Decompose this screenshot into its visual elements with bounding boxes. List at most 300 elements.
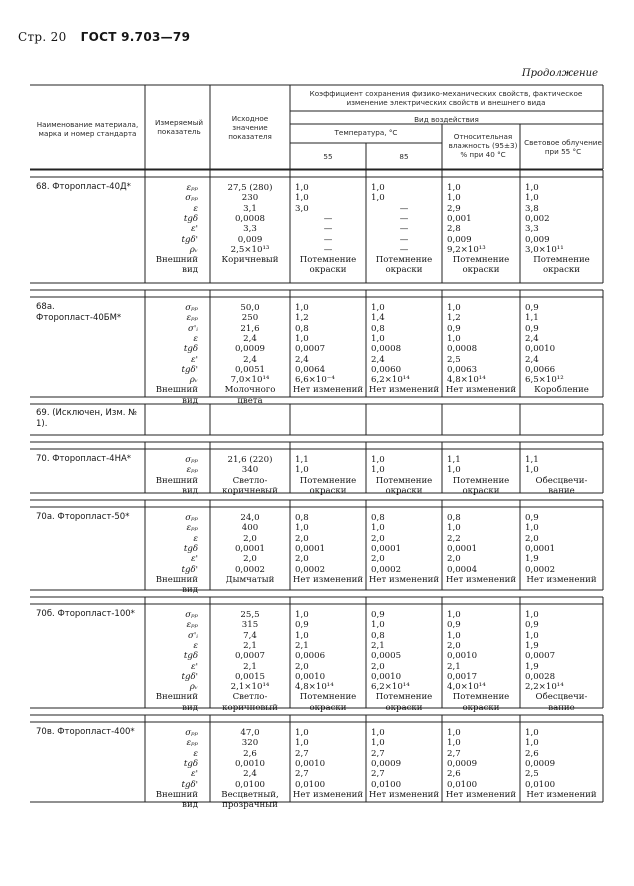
t55-value: 1,0 <box>295 183 309 193</box>
t55-value: 0,0007 <box>295 344 326 355</box>
t85-value: 0,8 <box>371 323 385 334</box>
initial-value: 0,0001 <box>234 543 266 554</box>
t55-value: 2,7 <box>295 748 309 759</box>
header-material: Наименование материала, марка и номер стандарта <box>36 120 139 138</box>
humidity-value: 1,0 <box>447 738 461 749</box>
humidity-value: 1,0 <box>447 465 461 476</box>
t85-value: — <box>399 203 409 214</box>
continued-label: Продолжение <box>521 68 598 79</box>
t55-value: 1,0 <box>295 303 309 313</box>
t85-value: 0,0001 <box>371 543 402 554</box>
light-value: 0,0100 <box>525 779 556 790</box>
page-number: Стр. 20 <box>18 30 67 44</box>
t55-value: Нет изменений <box>292 574 364 585</box>
initial-value: 25,5 <box>240 610 260 620</box>
initial-value: 0,0008 <box>234 213 266 224</box>
indicator-symbol: ε' <box>191 554 198 565</box>
t55-value: 6,6×10⁻⁴ <box>295 375 335 386</box>
indicator-symbol: tgδ <box>183 543 198 554</box>
t85-value: 1,0 <box>371 303 385 313</box>
t85-value: 6,2×10¹⁴ <box>371 375 410 386</box>
initial-value: 21,6 (220) <box>227 455 273 465</box>
t85-value: окраски <box>385 485 423 496</box>
humidity-value: Потемнение <box>452 692 510 703</box>
t55-value: 0,0010 <box>295 671 326 682</box>
t85-value: Потемнение <box>375 692 433 703</box>
t85-value: 2,1 <box>371 640 385 651</box>
initial-value: 2,5×10¹³ <box>230 244 270 255</box>
indicator-symbol: εₚₚ <box>186 465 198 476</box>
humidity-value: 0,0010 <box>447 651 478 662</box>
light-value: Нет изменений <box>526 789 597 800</box>
light-value: 0,0002 <box>525 564 556 575</box>
light-value: 1,0 <box>525 728 539 738</box>
light-value: 0,0028 <box>525 671 556 682</box>
light-value: 0,9 <box>525 303 539 313</box>
indicator-symbol: вид <box>182 585 198 596</box>
humidity-value: 2,1 <box>447 661 461 672</box>
material-name: 70. Фторопласт-4НА* <box>36 454 132 464</box>
indicator-symbol: ε' <box>191 769 198 780</box>
t55-value: 0,0100 <box>295 779 326 790</box>
humidity-value: 1,0 <box>447 303 461 313</box>
t85-value: 2,4 <box>371 354 385 365</box>
humidity-value: 1,0 <box>447 630 461 641</box>
indicator-symbol: σₚₚ <box>185 513 198 523</box>
t55-value: 0,0064 <box>295 364 326 375</box>
t55-value: — <box>323 213 333 224</box>
initial-value: 2,4 <box>243 333 257 344</box>
header-coeff: Коэффициент сохранения физико-механических свойств, фактическое изменение электрических свойств и внешнего вида <box>309 89 583 107</box>
initial-value: 27,5 (280) <box>227 183 273 193</box>
light-value: 0,9 <box>525 513 539 523</box>
indicator-symbol: σ'ᵢ <box>188 323 198 334</box>
t85-value: 0,0010 <box>371 671 402 682</box>
initial-value: 315 <box>241 620 259 631</box>
t55-value: 1,1 <box>295 455 309 465</box>
humidity-value: 2,0 <box>447 640 461 651</box>
initial-value: 0,0002 <box>234 564 266 575</box>
humidity-value: 2,0 <box>447 554 461 565</box>
t85-value: 6,2×10¹⁴ <box>371 682 410 693</box>
t85-value: 1,0 <box>371 455 385 465</box>
initial-value: 230 <box>241 193 259 204</box>
indicator-symbol: Внешний <box>155 692 198 703</box>
t55-value: Потемнение <box>299 692 357 703</box>
indicator-symbol: εₚₚ <box>186 738 198 749</box>
initial-value: 0,0007 <box>234 651 266 662</box>
indicator-symbol: tgδ' <box>181 671 198 682</box>
humidity-value: 0,001 <box>447 213 472 224</box>
initial-value: 47,0 <box>240 728 260 738</box>
t85-value: 1,0 <box>371 728 385 738</box>
t85-value: 1,0 <box>371 620 385 631</box>
humidity-value: Потемнение <box>452 255 510 266</box>
light-value: Обесцвечи- <box>535 475 588 486</box>
t85-value: окраски <box>385 702 423 713</box>
initial-value: 400 <box>241 523 259 534</box>
header-t85: 85 <box>399 152 409 161</box>
t55-value: 2,0 <box>295 533 309 544</box>
humidity-value: окраски <box>462 702 500 713</box>
initial-value: коричневый <box>222 485 278 496</box>
light-value: вание <box>548 485 575 496</box>
light-value: 6,5×10¹² <box>525 375 564 386</box>
initial-value: цвета <box>237 395 263 406</box>
initial-value: Весцветный, <box>221 789 279 800</box>
humidity-value: 2,2 <box>447 533 461 544</box>
indicator-symbol: ε' <box>191 661 198 672</box>
humidity-value: 0,9 <box>447 620 461 631</box>
humidity-value: 1,0 <box>447 610 461 620</box>
light-value: 1,1 <box>525 313 539 324</box>
t55-value: 2,4 <box>295 354 309 365</box>
indicator-symbol: εₚₚ <box>186 620 198 631</box>
indicator-symbol: Внешний <box>155 574 198 585</box>
humidity-value: 1,0 <box>447 193 461 204</box>
humidity-value: 1,0 <box>447 183 461 193</box>
t85-value: 2,7 <box>371 769 385 780</box>
t55-value: 0,8 <box>295 513 309 523</box>
t85-value: 0,0060 <box>371 364 402 375</box>
humidity-value: 2,8 <box>447 224 461 235</box>
initial-value: Коричневый <box>221 255 279 266</box>
t85-value: 1,0 <box>371 738 385 749</box>
t55-value: Нет изменений <box>292 385 364 396</box>
indicator-symbol: Внешний <box>155 385 198 396</box>
initial-value: Дымчатый <box>225 574 275 585</box>
initial-value: прозрачный <box>222 800 278 811</box>
t55-value: 0,0006 <box>295 651 326 662</box>
initial-value: 2,0 <box>243 533 257 544</box>
initial-value: 340 <box>241 465 259 476</box>
humidity-value: 0,0100 <box>447 779 478 790</box>
t85-value: 0,8 <box>371 630 385 641</box>
indicator-symbol: tgδ' <box>181 234 198 245</box>
humidity-value: 4,0×10¹⁴ <box>447 682 486 693</box>
t85-value: 2,7 <box>371 748 385 759</box>
indicator-symbol: ε <box>193 203 198 214</box>
initial-value: Светло- <box>232 475 268 486</box>
indicator-symbol: ε' <box>191 224 198 235</box>
humidity-value: Нет изменений <box>445 385 517 396</box>
light-value: Потемнение <box>533 255 590 266</box>
t55-value: окраски <box>309 485 347 496</box>
header-t55: 55 <box>323 152 333 161</box>
light-value: 0,9 <box>525 323 539 334</box>
humidity-value: 0,0063 <box>447 364 478 375</box>
t55-value: Потемнение <box>299 475 357 486</box>
t85-value: — <box>399 234 409 245</box>
humidity-value: 9,2×10¹³ <box>447 244 486 255</box>
light-value: 2,5 <box>525 769 539 780</box>
light-value: 1,0 <box>525 465 539 476</box>
humidity-value: 1,0 <box>447 728 461 738</box>
initial-value: 0,0010 <box>234 758 266 769</box>
t55-value: 0,0001 <box>295 543 326 554</box>
t55-value: окраски <box>309 702 347 713</box>
t85-value: 2,0 <box>371 661 385 672</box>
initial-value: 2,1 <box>243 661 257 672</box>
t55-value: 0,0010 <box>295 758 326 769</box>
initial-value: 250 <box>241 313 259 324</box>
humidity-value: Нет изменений <box>445 574 517 585</box>
header-initial: Исходное значение показателя <box>228 114 272 141</box>
initial-value: Молочного <box>224 385 276 396</box>
material-name: 70б. Фторопласт-100* <box>36 609 135 619</box>
indicator-symbol: вид <box>182 702 198 713</box>
header-humidity: Относительная влажность (95±3) % при 40 °С <box>448 132 518 159</box>
t85-value: 0,0008 <box>371 344 402 355</box>
initial-value: 2,4 <box>243 354 257 365</box>
indicator-symbol: ρᵥ <box>189 682 198 693</box>
indicator-symbol: tgδ <box>183 651 198 662</box>
indicator-symbol: tgδ <box>183 758 198 769</box>
light-value: 2,4 <box>525 354 539 365</box>
indicator-symbol: σₚₚ <box>185 728 198 738</box>
humidity-value: 1,1 <box>447 455 461 465</box>
initial-value: 0,0009 <box>234 344 266 355</box>
indicator-symbol: Внешний <box>155 255 198 266</box>
humidity-value: 0,009 <box>447 234 472 245</box>
light-value: 1,0 <box>525 193 539 204</box>
light-value: 0,0066 <box>525 364 556 375</box>
initial-value: 24,0 <box>240 513 260 523</box>
t55-value: Нет изменений <box>292 789 364 800</box>
indicator-symbol: ε <box>193 748 198 759</box>
t85-value: Нет изменений <box>368 385 440 396</box>
t55-value: 2,1 <box>295 640 309 651</box>
t85-value: 0,0005 <box>371 651 402 662</box>
light-value: 0,009 <box>525 234 550 245</box>
initial-value: 3,3 <box>243 224 257 235</box>
initial-value: 2,0 <box>243 554 257 565</box>
t55-value: 2,7 <box>295 769 309 780</box>
humidity-value: 2,7 <box>447 748 461 759</box>
initial-value: 2,4 <box>243 769 257 780</box>
initial-value: 0,0051 <box>234 364 266 375</box>
t55-value: — <box>323 224 333 235</box>
humidity-value: Потемнение <box>452 475 510 486</box>
humidity-value: 1,2 <box>447 313 461 324</box>
t55-value: 4,8×10¹⁴ <box>295 682 334 693</box>
humidity-value: окраски <box>462 485 500 496</box>
humidity-value: 4,8×10¹⁴ <box>447 375 486 386</box>
initial-value: 2,6 <box>243 748 257 759</box>
material-name: 70в. Фторопласт-400* <box>36 727 135 737</box>
header-impact: Вид воздействия <box>414 115 479 124</box>
t85-value: Нет изменений <box>368 574 440 585</box>
initial-value: 3,1 <box>243 203 257 214</box>
indicator-symbol: вид <box>182 485 198 496</box>
t55-value: 1,0 <box>295 728 309 738</box>
initial-value: 320 <box>241 738 259 749</box>
light-value: 0,0010 <box>525 344 556 355</box>
material-name: 69. (Исключен, Изм. № 1). <box>36 408 138 430</box>
t85-value: окраски <box>385 265 423 276</box>
light-value: 3,3 <box>525 224 539 235</box>
t85-value: 2,0 <box>371 533 385 544</box>
indicator-symbol: ε <box>193 333 198 344</box>
t85-value: 0,0100 <box>371 779 402 790</box>
t55-value: 1,0 <box>295 610 309 620</box>
t85-value: 1,0 <box>371 333 385 344</box>
light-value: 3,8 <box>525 203 539 214</box>
t85-value: 0,9 <box>371 610 385 620</box>
indicator-symbol: ρᵥ <box>189 375 198 386</box>
indicator-symbol: Внешний <box>155 475 198 486</box>
initial-value: коричневый <box>222 702 278 713</box>
humidity-value: 0,8 <box>447 513 461 523</box>
t85-value: 0,0009 <box>371 758 402 769</box>
humidity-value: 2,5 <box>447 354 461 365</box>
t85-value: — <box>399 213 409 224</box>
light-value: 1,1 <box>525 455 539 465</box>
humidity-value: окраски <box>462 265 500 276</box>
material-name: 68а. Фторопласт-40БМ* <box>36 302 122 324</box>
humidity-value: 2,6 <box>447 769 461 780</box>
standard-number: ГОСТ 9.703—79 <box>80 30 191 44</box>
t55-value: 0,0002 <box>295 564 326 575</box>
indicator-symbol: вид <box>182 800 198 811</box>
t55-value: Потемнение <box>299 255 357 266</box>
humidity-value: 1,0 <box>447 333 461 344</box>
t55-value: 1,2 <box>295 313 309 324</box>
light-value: 0,0001 <box>525 543 556 554</box>
indicator-symbol: вид <box>182 395 198 406</box>
light-value: 0,002 <box>525 213 550 224</box>
t85-value: 1,0 <box>371 183 385 193</box>
t85-value: Нет изменений <box>368 789 440 800</box>
humidity-value: 2,9 <box>447 203 461 214</box>
indicator-symbol: εₚₚ <box>186 313 198 324</box>
t85-value: 1,4 <box>371 313 385 324</box>
initial-value: 0,0015 <box>234 671 266 682</box>
indicator-symbol: Внешний <box>155 789 198 800</box>
material-name: 68. Фторопласт-40Д* <box>36 182 131 192</box>
t55-value: 2,0 <box>295 661 309 672</box>
indicator-symbol: σₚₚ <box>185 455 198 465</box>
initial-value: 2,1 <box>243 640 257 651</box>
indicator-symbol: tgδ' <box>181 364 198 375</box>
t85-value: 2,0 <box>371 554 385 565</box>
humidity-value: 1,0 <box>447 523 461 534</box>
t55-value: 0,8 <box>295 323 309 334</box>
light-value: 0,9 <box>525 620 539 631</box>
t85-value: Потемнение <box>375 255 433 266</box>
light-value: 1,9 <box>525 640 539 651</box>
initial-value: 0,009 <box>237 234 263 245</box>
indicator-symbol: tgδ <box>183 213 198 224</box>
initial-value: 7,4 <box>243 630 257 641</box>
humidity-value: 0,0008 <box>447 344 478 355</box>
light-value: 1,9 <box>525 554 539 565</box>
t55-value: 0,9 <box>295 620 309 631</box>
light-value: 0,0009 <box>525 758 556 769</box>
humidity-value: 0,0009 <box>447 758 478 769</box>
light-value: 1,0 <box>525 610 539 620</box>
light-value: 2,6 <box>525 748 539 759</box>
indicator-symbol: σₚₚ <box>185 303 198 313</box>
header-temperature: Температура, °С <box>334 128 398 137</box>
indicator-symbol: вид <box>182 265 198 276</box>
t85-value: 0,8 <box>371 513 385 523</box>
t55-value: окраски <box>309 265 347 276</box>
initial-value: 21,6 <box>240 323 260 334</box>
t55-value: 1,0 <box>295 193 309 204</box>
humidity-value: 0,9 <box>447 323 461 334</box>
indicator-symbol: tgδ <box>183 344 198 355</box>
initial-value: 2,1×10¹⁴ <box>230 682 270 693</box>
t85-value: Потемнение <box>375 475 433 486</box>
indicator-symbol: σₚₚ <box>185 193 198 204</box>
light-value: 2,2×10¹⁴ <box>525 682 564 693</box>
indicator-symbol: σ'ᵢ <box>188 630 198 641</box>
light-value: Коробление <box>534 385 589 396</box>
t55-value: 1,0 <box>295 465 309 476</box>
t55-value: 1,0 <box>295 523 309 534</box>
indicator-symbol: tgδ' <box>181 564 198 575</box>
t85-value: 1,0 <box>371 193 385 204</box>
indicator-symbol: σₚₚ <box>185 610 198 620</box>
indicator-symbol: εₚₚ <box>186 183 198 193</box>
light-value: 1,0 <box>525 183 539 193</box>
light-value: 0,0007 <box>525 651 556 662</box>
t85-value: 1,0 <box>371 465 385 476</box>
light-value: 1,0 <box>525 523 539 534</box>
t55-value: 1,0 <box>295 630 309 641</box>
light-value: окраски <box>542 265 581 276</box>
page-header <box>18 30 190 44</box>
indicator-symbol: tgδ' <box>181 779 198 790</box>
light-value: 1,9 <box>525 661 539 672</box>
humidity-value: 0,0017 <box>447 671 478 682</box>
indicator-symbol: εₚₚ <box>186 523 198 534</box>
initial-value: 7,0×10¹⁴ <box>230 375 270 386</box>
humidity-value: 0,0004 <box>447 564 478 575</box>
t85-value: — <box>399 224 409 235</box>
light-value: Нет изменений <box>526 574 597 585</box>
humidity-value: Нет изменений <box>445 789 517 800</box>
t55-value: — <box>323 244 333 255</box>
light-value: Обесцвечи- <box>535 692 588 703</box>
material-name: 70а. Фторопласт-50* <box>36 512 130 522</box>
light-value: вание <box>548 702 575 713</box>
indicator-symbol: ε' <box>191 354 198 365</box>
t55-value: 3,0 <box>295 203 309 214</box>
indicator-symbol: ε <box>193 533 198 544</box>
initial-value: 0,0100 <box>234 779 266 790</box>
light-value: 2,4 <box>525 333 539 344</box>
light-value: 3,0×10¹¹ <box>525 244 564 255</box>
indicator-symbol: ε <box>193 640 198 651</box>
t55-value: 1,0 <box>295 738 309 749</box>
t55-value: — <box>323 234 333 245</box>
indicator-symbol: ρᵥ <box>189 244 198 255</box>
initial-value: Светло- <box>232 692 268 703</box>
light-value: 2,0 <box>525 533 539 544</box>
light-value: 1,0 <box>525 738 539 749</box>
t55-value: 2,0 <box>295 554 309 565</box>
t85-value: — <box>399 244 409 255</box>
header-light: Световое облучение при 55 °С <box>524 138 602 156</box>
humidity-value: 0,0001 <box>447 543 478 554</box>
light-value: 1,0 <box>525 630 539 641</box>
t55-value: 1,0 <box>295 333 309 344</box>
initial-value: 50,0 <box>240 303 260 313</box>
t85-value: 1,0 <box>371 523 385 534</box>
t85-value: 0,0002 <box>371 564 402 575</box>
